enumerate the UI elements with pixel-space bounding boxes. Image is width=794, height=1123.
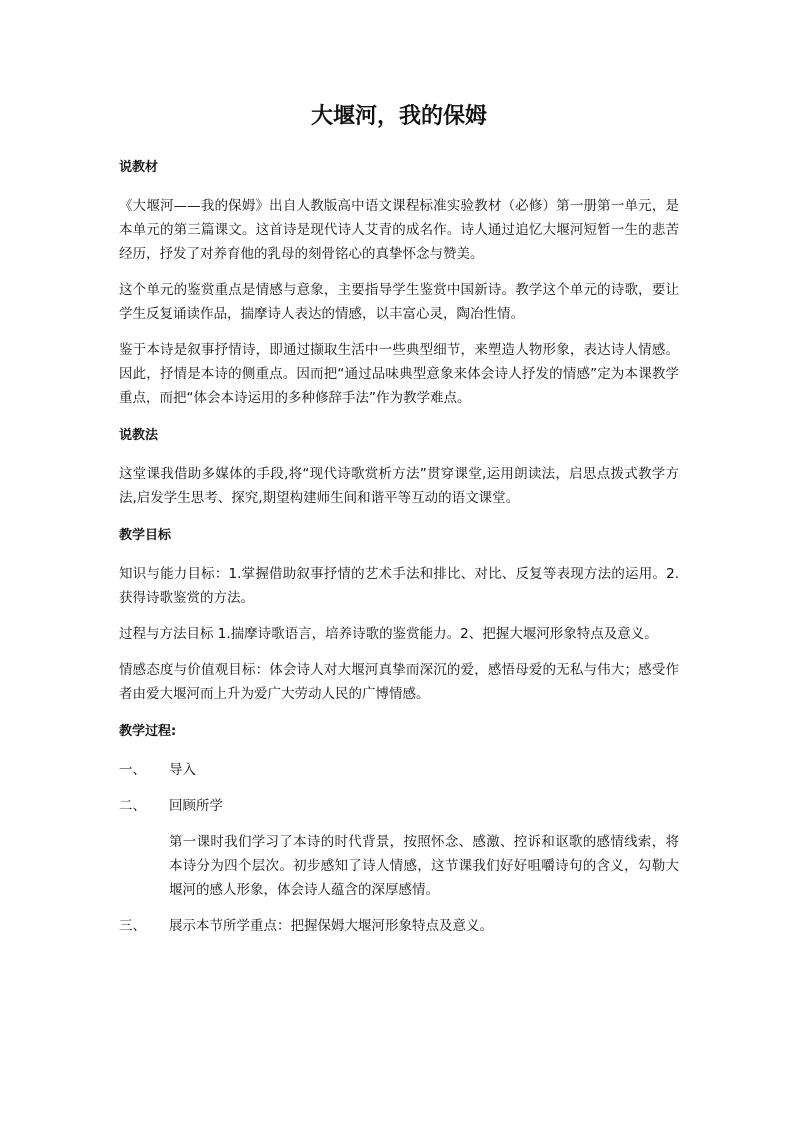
material-paragraph-3: 鉴于本诗是叙事抒情诗，即通过撷取生活中一些典型细节，来塑造人物形象，表达诗人情感。因此，抒情是本诗的侧重点。因而把“通过品味典型意象来体会诗人抒发的情感”定为本课教学重点，而把“体会本诗运用的多种修辞手法”作为教学难点。 [119, 342, 679, 406]
process-item-3 [119, 914, 679, 938]
process-item-number: 三、 [119, 918, 146, 934]
material-paragraph-2: 这个单元的鉴赏重点是情感与意象，主要指导学生鉴赏中国新诗。教学这个单元的诗歌，要让学生反复诵读作品，揣摩诗人表达的情感，以丰富心灵，陶冶性情。 [119, 282, 679, 322]
goal-emotion-paragraph: 情感态度与价值观目标：体会诗人对大堰河真挚而深沉的爱，感悟母爱的无私与伟大；感受作者由爱大堰河而上升为爱广大劳动人民的广博情感。 [119, 662, 679, 702]
section-heading-process: 教学过程: [119, 724, 177, 739]
goal-knowledge-paragraph: 知识与能力目标：1.掌握借助叙事抒情的艺术手法和排比、对比、反复等表现方法的运用。2.获得诗歌鉴赏的方法。 [119, 566, 679, 606]
process-item-text: 展示本节所学重点：把握保姆大堰河形象特点及意义。 [169, 918, 493, 934]
process-item-2 [119, 794, 679, 818]
document-page [119, 100, 679, 950]
material-paragraph-1: 《大堰河——我的保姆》出自人教版高中语文课程标准实验教材（必修）第一册第一单元，是本单元的第三篇课文。这首诗是现代诗人艾青的成名作。诗人通过追忆大堰河短暂一生的悲苦经历，抒发了对养育他的乳母的刻骨铭心的真挚怀念与赞美。 [119, 198, 679, 262]
process-item-text: 导入 [169, 762, 196, 778]
process-item-number: 一、 [119, 762, 146, 778]
process-item-number: 二、 [119, 798, 146, 814]
document-title: 大堰河，我的保姆 [310, 104, 487, 129]
method-paragraph-1: 这堂课我借助多媒体的手段,将“现代诗歌赏析方法”贯穿课堂,运用朗读法，启思点拨式教学方法,启发学生思考、探究,期望构建师生间和谐平等互动的语文课堂。 [119, 466, 679, 506]
section-heading-method: 说教法 [119, 428, 159, 443]
process-item-text: 回顾所学 [169, 798, 223, 814]
goal-process-paragraph: 过程与方法目标 1.揣摩诗歌语言，培养诗歌的鉴赏能力。2、把握大堰河形象特点及意义。 [119, 626, 658, 642]
review-paragraph: 第一课时我们学习了本诗的时代背景，按照怀念、感激、控诉和讴歌的感情线索，将本诗分为四个层次。初步感知了诗人情感，这节课我们好好咀嚼诗句的含义，勾勒大堰河的感人形象，体会诗人蕴含的深厚感情。 [169, 834, 679, 898]
section-heading-goals: 教学目标 [119, 528, 172, 543]
section-heading-material: 说教材 [119, 160, 159, 175]
process-item-1 [119, 758, 679, 782]
